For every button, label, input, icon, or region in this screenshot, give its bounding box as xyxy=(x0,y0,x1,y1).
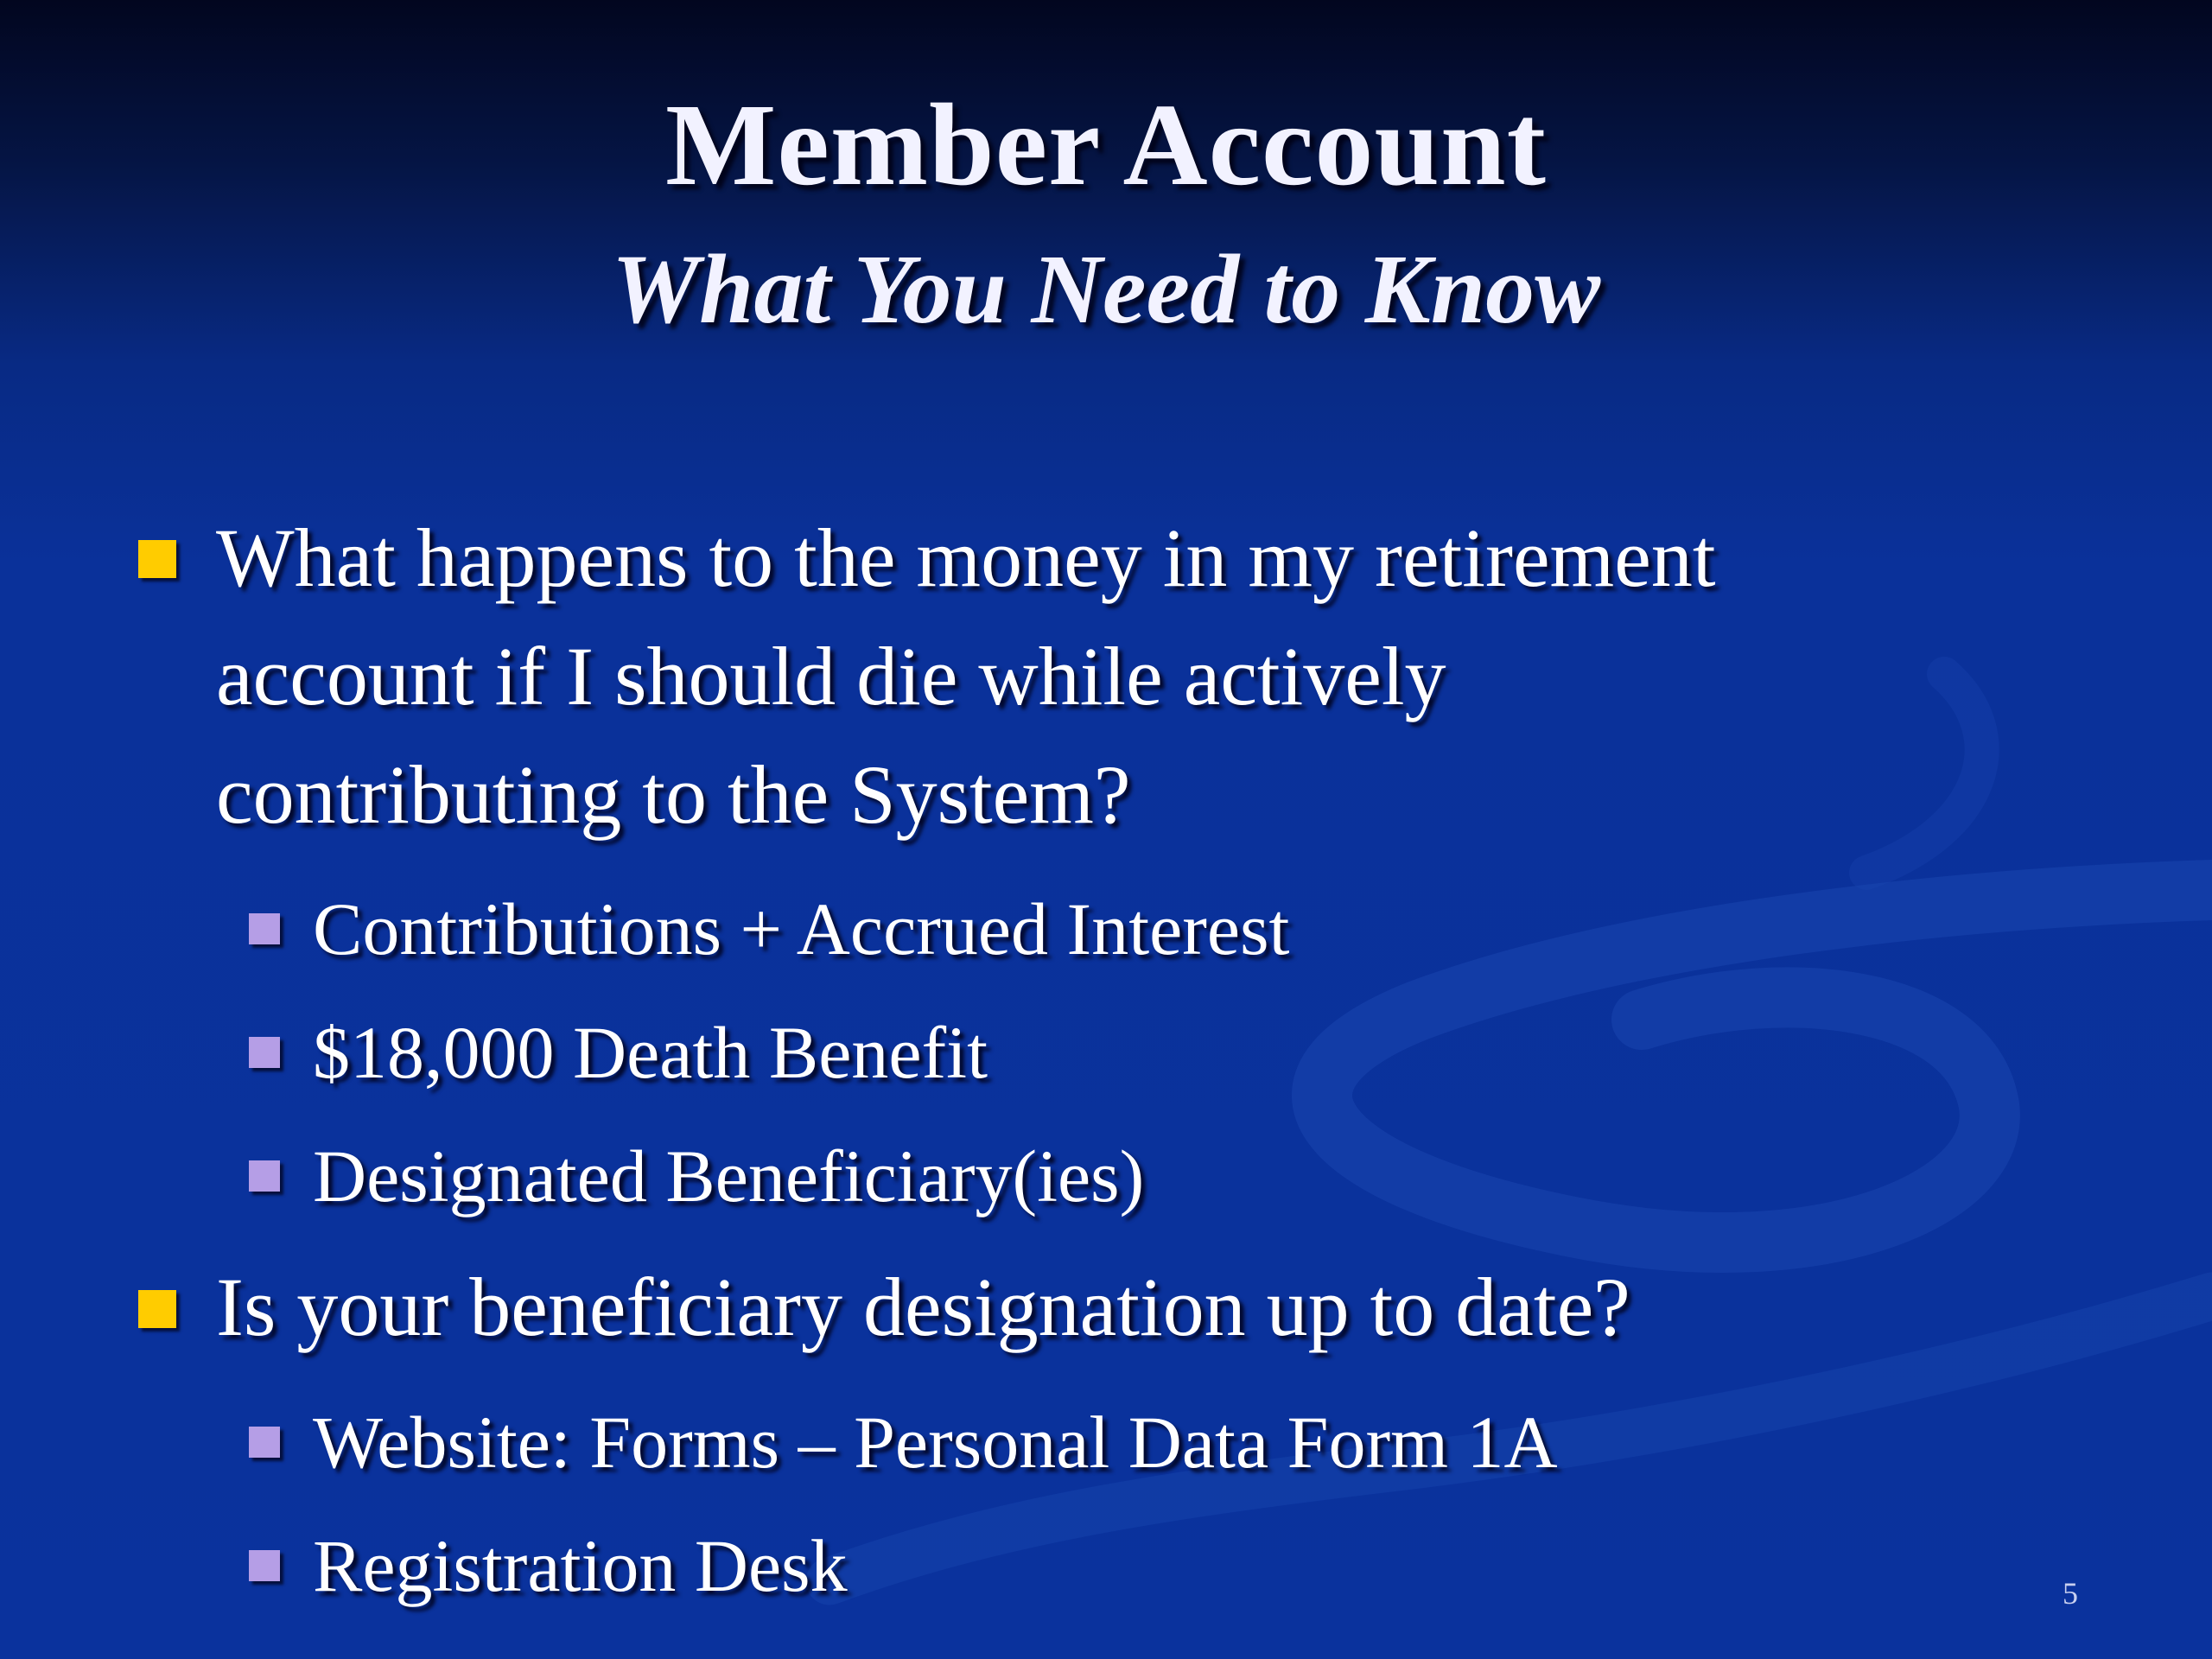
sub-item-registration-desk: Registration Desk xyxy=(313,1524,848,1607)
bullet-2-line-1: Is your beneficiary designation up to date? xyxy=(216,1261,1630,1353)
page-number: 5 xyxy=(2063,1576,2078,1611)
yellow-square-bullet-icon xyxy=(138,540,176,578)
lavender-square-bullet-icon xyxy=(249,1550,280,1581)
yellow-square-bullet-icon xyxy=(138,1290,176,1328)
lavender-square-bullet-icon xyxy=(249,1037,280,1068)
slide-title: Member Account xyxy=(665,80,1547,210)
bullet-1-line-2: account if I should die while actively xyxy=(216,630,1446,722)
lavender-square-bullet-icon xyxy=(249,1160,280,1192)
sub-item-contributions: Contributions + Accrued Interest xyxy=(313,887,1290,970)
sub-item-website-form: Website: Forms – Personal Data Form 1A xyxy=(313,1401,1558,1484)
bullet-1-line-1: What happens to the money in my retirement xyxy=(216,512,1716,604)
slide-subtitle: What You Need to Know xyxy=(611,234,1601,344)
lavender-square-bullet-icon xyxy=(249,913,280,944)
sub-item-death-benefit: $18,000 Death Benefit xyxy=(313,1011,988,1094)
bullet-1-line-3: contributing to the System? xyxy=(216,748,1131,841)
lavender-square-bullet-icon xyxy=(249,1427,280,1458)
sub-item-beneficiaries: Designated Beneficiary(ies) xyxy=(313,1135,1145,1217)
